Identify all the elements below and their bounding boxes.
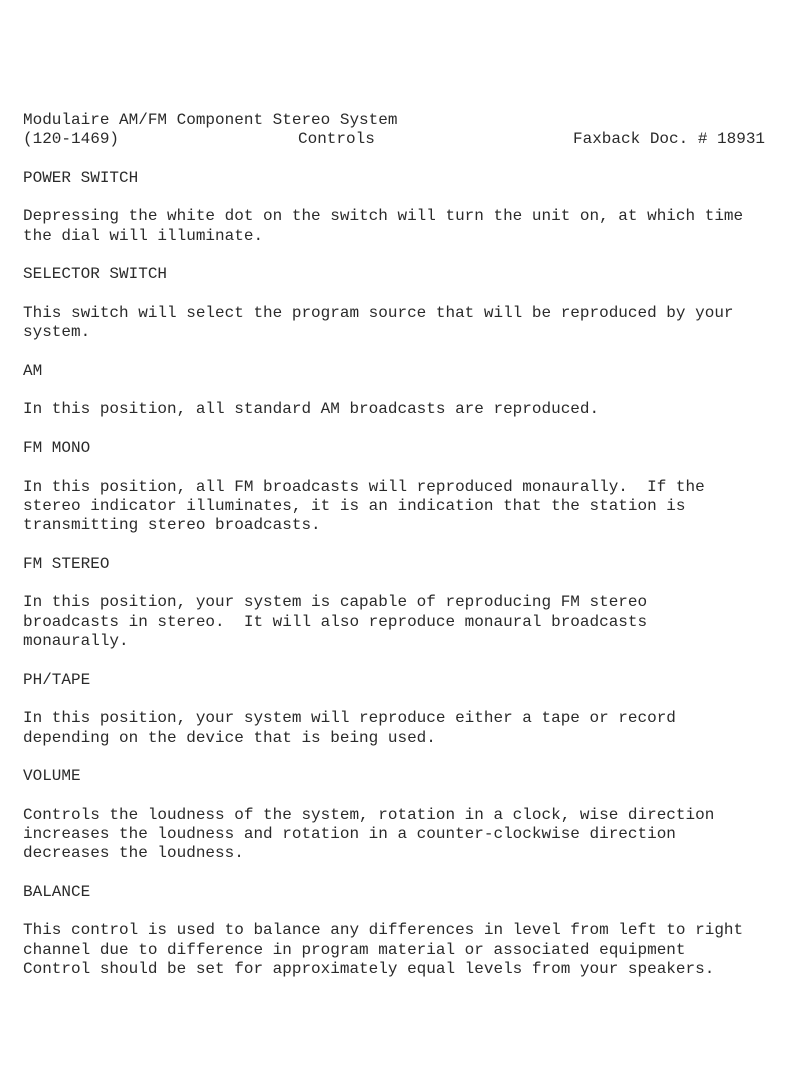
- section-body: [23, 207, 793, 246]
- body-line: monaurally.: [23, 632, 129, 651]
- body-line: In this position, your system is capable of reproducing FM stereo: [23, 593, 648, 612]
- section-heading: AM: [23, 361, 43, 380]
- body-line: Control should be set for approximately equal levels from your speakers.: [23, 960, 715, 979]
- body-line: This control is used to balance any differences in level from left to right: [23, 921, 744, 940]
- body-line: In this position, your system will reproduce either a tape or record: [23, 709, 676, 728]
- body-line: transmitting stereo broadcasts.: [23, 516, 321, 535]
- model-number: (120-1469): [23, 130, 120, 149]
- body-line: the dial will illuminate.: [23, 226, 264, 245]
- section-body: [23, 921, 793, 979]
- document-title: Modulaire AM/FM Component Stereo System: [23, 111, 398, 129]
- section-heading: POWER SWITCH: [23, 168, 139, 187]
- section-body: [23, 593, 793, 651]
- body-line: system.: [23, 323, 91, 342]
- body-line: depending on the device that is being used.: [23, 728, 436, 747]
- body-line: channel due to difference in program material or associated equipment: [23, 940, 686, 959]
- section-heading: PH/TAPE: [23, 670, 91, 689]
- faxback-doc-number: Faxback Doc. # 18931: [573, 130, 766, 149]
- body-line: In this position, all standard AM broadcasts are reproduced.: [23, 400, 600, 419]
- body-line: Controls the loudness of the system, rotation in a clock, wise direction: [23, 805, 715, 824]
- section-label: Controls: [298, 130, 375, 149]
- body-line: stereo indicator illuminates, it is an indication that the station is: [23, 496, 686, 515]
- body-line: Depressing the white dot on the switch will turn the unit on, at which time: [23, 207, 744, 226]
- document-subheader: [23, 130, 793, 149]
- section-heading: VOLUME: [23, 767, 81, 786]
- body-line: This switch will select the program source that will be reproduced by your: [23, 303, 734, 322]
- section-heading: FM STEREO: [23, 554, 110, 573]
- section-body: [23, 709, 793, 748]
- section-heading: BALANCE: [23, 882, 91, 901]
- section-body: [23, 806, 793, 864]
- sections-container: [23, 150, 793, 980]
- body-line: decreases the loudness.: [23, 844, 244, 863]
- section-body: [23, 400, 793, 419]
- body-line: increases the loudness and rotation in a counter-clockwise direction: [23, 824, 676, 843]
- body-line: In this position, all FM broadcasts will reproduced monaurally. If the: [23, 477, 705, 496]
- body-line: broadcasts in stereo. It will also reproduce monaural broadcasts: [23, 612, 648, 631]
- section-heading: FM MONO: [23, 439, 91, 458]
- section-heading: SELECTOR SWITCH: [23, 265, 168, 284]
- document-page: [23, 111, 793, 979]
- section-body: [23, 478, 793, 536]
- section-body: [23, 304, 793, 343]
